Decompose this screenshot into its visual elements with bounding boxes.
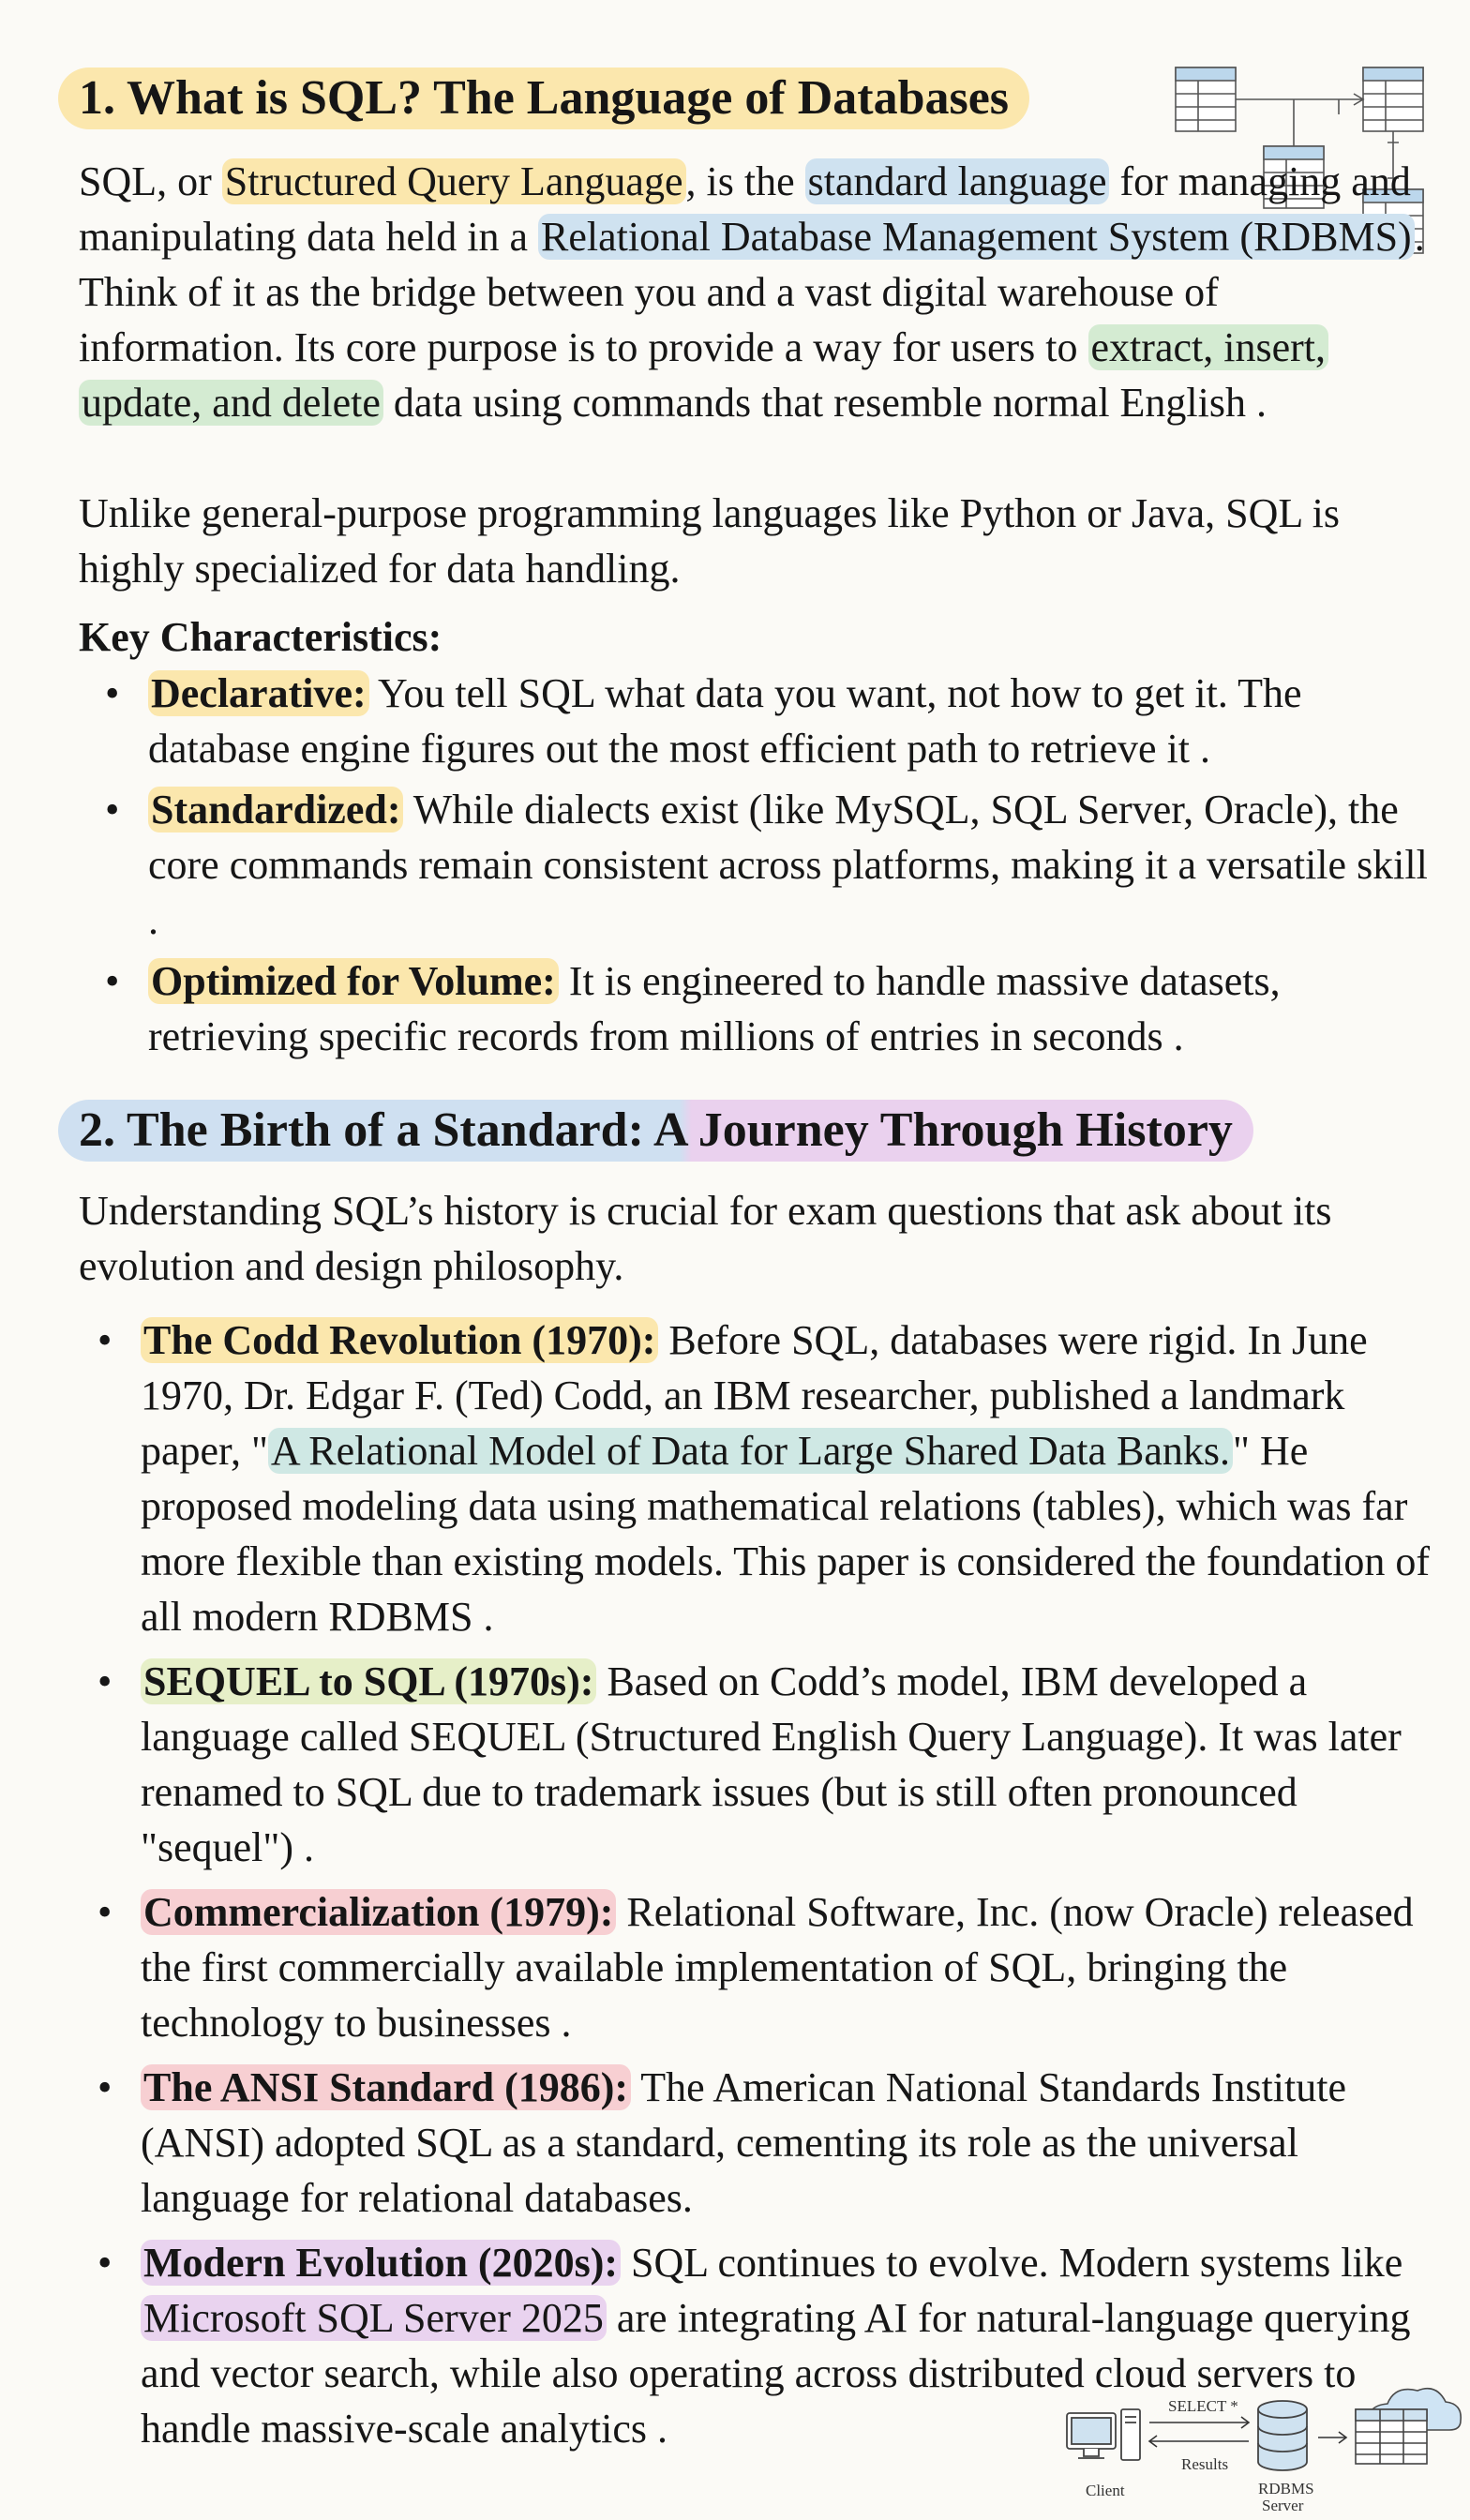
event-text: Based on Codd’s model, IBM developed a language called SEQUEL (Structured English Query Language). It was later renamed to SQL due to trademark issues (but is still often pronounced "sequel") . — [141, 1658, 1402, 1870]
event-label: The Codd Revolution (1970): — [141, 1317, 658, 1363]
history-intro-paragraph: Understanding SQL’s history is crucial for exam questions that ask about its evolution and design philosophy. — [79, 1188, 1332, 1289]
characteristic-text: You tell SQL what data you want, not how to get it. The database engine figures out the most efficient path to retrieve it . — [148, 670, 1302, 772]
database-icon — [1258, 2401, 1307, 2470]
highlight-structured-query-language: Structured Query Language — [222, 158, 686, 204]
select-query-label: SELECT * — [1168, 2397, 1238, 2415]
event-text: Before SQL, databases were rigid. In June 1970, Dr. Edgar F. (Ted) Codd, an IBM researcher, published a landmark paper, " — [141, 1317, 1368, 1474]
client-server-diagram — [1050, 2381, 1462, 2520]
event-label: The ANSI Standard (1986): — [141, 2064, 631, 2110]
characteristic-label: Standardized: — [148, 787, 403, 832]
highlight-rdbms: Relational Database Management System (RDBMS) — [538, 214, 1415, 260]
server-label-line-2: Server — [1262, 2497, 1304, 2514]
computer-icon — [1067, 2409, 1140, 2460]
event-text: " He proposed modeling data using mathematical relations (tables), which was far more flexible than existing models. This paper is considered the foundation of all modern RDBMS . — [141, 1428, 1431, 1640]
section-2-title-part-b: A Journey Through History — [643, 1103, 1233, 1157]
para-text: data using commands that resemble normal English . — [382, 380, 1267, 426]
section-1-title: 1. What is SQL? The Language of Databases — [58, 68, 1029, 129]
highlight-codd-paper-title: A Relational Model of Data for Large Shared Data Banks. — [268, 1428, 1233, 1474]
highlight-standard-language: standard language — [805, 158, 1110, 204]
highlight-sql-server-2025: Microsoft SQL Server 2025 — [141, 2295, 607, 2341]
event-label: Modern Evolution (2020s): — [141, 2240, 621, 2286]
history-timeline-list — [98, 1312, 1438, 2466]
client-label: Client — [1086, 2482, 1125, 2499]
para-text: SQL, or — [79, 158, 222, 204]
event-text: SQL continues to evolve. Modern systems like — [621, 2240, 1403, 2286]
highlight-crud-operations: extract, insert, update, and delete — [79, 324, 1328, 426]
list-item — [98, 1312, 1438, 1644]
list-item — [98, 2060, 1438, 2226]
list-item — [98, 1884, 1438, 2050]
para-text: for managing and manipulating data held in a — [79, 158, 1411, 260]
results-label: Results — [1181, 2455, 1229, 2473]
sql-definition-paragraph — [79, 154, 1429, 430]
event-label: Commercialization (1979): — [141, 1889, 616, 1935]
table-icon — [1356, 2409, 1427, 2464]
characteristics-list — [105, 666, 1436, 1070]
para-text: , is the — [685, 158, 805, 204]
event-text: The American National Standards Institute (ANSI) adopted SQL as a standard, cementing its role as the universal language for relational databases. — [141, 2064, 1346, 2221]
para-text: . Think of it as the bridge between you and a vast digital warehouse of information. Its core purpose is to provide a way for users to — [79, 214, 1425, 370]
characteristic-label: Declarative: — [148, 670, 369, 716]
event-text: Relational Software, Inc. (now Oracle) released the first commercially available implementation of SQL, bringing the technology to businesses . — [141, 1889, 1414, 2046]
event-label: SEQUEL to SQL (1970s): — [141, 1658, 596, 1704]
key-characteristics-heading: Key Characteristics: — [79, 614, 442, 660]
list-item — [105, 782, 1436, 948]
section-2-title — [58, 1100, 1253, 1162]
section-2-title-part-a: 2. The Birth of a Standard: — [79, 1103, 644, 1157]
event-text: are integrating AI for natural-language querying and vector search, while also operating across distributed cloud servers to handle massive-scale analytics . — [141, 2295, 1411, 2452]
characteristic-text: While dialects exist (like MySQL, SQL Server, Oracle), the core commands remain consistent across platforms, making it a versatile skill . — [148, 787, 1428, 943]
characteristic-text: It is engineered to handle massive datasets, retrieving specific records from millions of entries in seconds . — [148, 958, 1281, 1059]
list-item — [105, 953, 1436, 1064]
sql-specialization-paragraph: Unlike general-purpose programming languages like Python or Java, SQL is highly specialized for data handling. — [79, 490, 1340, 592]
characteristic-label: Optimized for Volume: — [148, 958, 559, 1004]
list-item — [98, 1654, 1438, 1875]
list-item — [105, 666, 1436, 776]
server-label-line-1: RDBMS — [1258, 2480, 1314, 2498]
